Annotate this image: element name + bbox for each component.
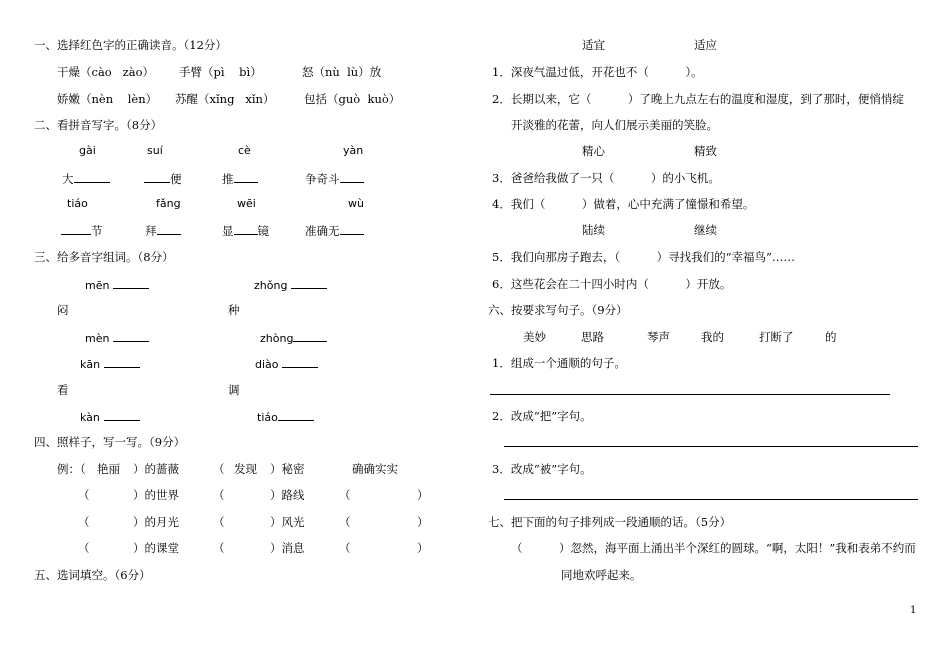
example-text: ）秘密 (270, 462, 305, 476)
word-choice: 精致 (694, 144, 717, 158)
pinyin: yàn (343, 144, 364, 157)
write-item: 便 (144, 171, 182, 186)
write-item: 显 镜 (222, 224, 269, 238)
example-word: 发现 (234, 462, 257, 476)
blank[interactable] (293, 330, 327, 342)
pinyin: cè (238, 144, 251, 157)
paren: （ (339, 515, 351, 529)
polyphone-char: 种 (228, 303, 240, 317)
paren: ） (417, 515, 429, 529)
pinyin: wēi (237, 197, 256, 210)
polyphone-row: zhǒng (254, 277, 327, 293)
blank[interactable] (278, 409, 314, 421)
example-text: ）的蔷薇 (133, 462, 179, 476)
write-item: 拜 (145, 223, 181, 238)
question: 4．我们（ ）做着，心中充满了憧憬和希望。 (492, 197, 755, 211)
question: 5．我们向那房子跑去，（ ）寻找我们的“幸福鸟”…… (492, 250, 795, 264)
polyphone-row: tiáo (257, 409, 314, 425)
instruction: 1．组成一个通顺的句子。 (492, 356, 626, 370)
write-item: 争奇斗 (305, 171, 364, 186)
write-item: 节 (61, 223, 103, 238)
section1-title: 一、选择红色字的正确读音。（12分） (34, 38, 227, 52)
word-choice: 陆续 (582, 223, 605, 237)
word-choice: 精心 (582, 144, 605, 158)
phrase: ）的月光 (133, 515, 179, 529)
pinyin: fǎng (156, 197, 181, 210)
blank[interactable] (61, 223, 91, 235)
paren: （ (213, 515, 225, 529)
example-label: 例：（ (57, 462, 86, 476)
paren: （ (213, 488, 225, 502)
example-text: （ (213, 462, 225, 476)
phrase: ）路线 (270, 488, 305, 502)
question: 3．爸爸给我做了一只（ ）的小飞机。 (492, 171, 720, 185)
question: 2．长期以来，它（ ）了晚上九点左右的温度和湿度，到了那时，便悄悄绽 (492, 92, 904, 106)
s1-item: 怒（nù lù）放 (302, 65, 382, 79)
sentence-item: （ ）忽然，海平面上涌出半个深红的圆球。“啊，太阳！”我和表弟不约而 (511, 541, 916, 555)
write-item: 大 (62, 171, 110, 186)
s1-item: 干燥（cào zào） (57, 65, 155, 79)
s1-item: 苏醒（xǐng xǐn） (175, 92, 275, 106)
polyphone-row: kàn (80, 409, 140, 425)
blank[interactable] (291, 277, 327, 289)
word-choice: 适宜 (582, 38, 605, 52)
section6-title: 六、按要求写句子。（9分） (488, 303, 628, 317)
polyphone-row: zhòng (260, 330, 327, 346)
pinyin: tiáo (67, 197, 88, 210)
answer-line[interactable] (504, 446, 918, 447)
write-item: 准确无 (305, 223, 364, 238)
s1-item: 手臂（pì bì） (179, 65, 262, 79)
sentence-item: 同地欢呼起来。 (561, 568, 642, 582)
phrase: ）消息 (270, 541, 305, 555)
blank[interactable] (282, 356, 318, 368)
word-choice: 适应 (694, 38, 717, 52)
paren: （ (339, 488, 351, 502)
pinyin: gài (79, 144, 96, 157)
polyphone-char: 闷 (57, 303, 69, 317)
polyphone-char: 调 (228, 383, 240, 397)
blank[interactable] (104, 356, 140, 368)
paren: ） (417, 488, 429, 502)
blank[interactable] (113, 277, 149, 289)
paren: （ (78, 488, 90, 502)
answer-line[interactable] (490, 394, 890, 395)
phrase: ）的课堂 (133, 541, 179, 555)
s1-item: 娇嫩（nèn lèn） (57, 92, 158, 106)
polyphone-row: diào (255, 356, 318, 372)
example-word: 艳丽 (97, 462, 120, 476)
blank[interactable] (340, 171, 364, 183)
question: 6．这些花会在二十四小时内（ ）开放。 (492, 277, 732, 291)
s1-item: 包括（guò kuò） (304, 92, 401, 106)
section5-title: 五、选词填空。（6分） (34, 568, 151, 582)
instruction: 2．改成“把”字句。 (492, 409, 592, 423)
word-choice: 继续 (694, 223, 717, 237)
section7-title: 七、把下面的句子排列成一段通顺的话。（5分） (488, 515, 732, 529)
word-tile: 打断了 (759, 330, 794, 344)
paren: ） (417, 541, 429, 555)
section2-title: 二、看拼音写字。（8分） (34, 118, 163, 132)
blank[interactable] (157, 223, 181, 235)
paren: （ (213, 541, 225, 555)
instruction: 3．改成“被”字句。 (492, 462, 592, 476)
word-tile: 思路 (581, 330, 604, 344)
page-number: 1 (910, 605, 917, 616)
blank[interactable] (74, 171, 110, 183)
paren: （ (78, 515, 90, 529)
question: 开淡雅的花蕾，向人们展示美丽的笑脸。 (511, 118, 718, 132)
answer-line[interactable] (504, 499, 918, 500)
phrase: ）的世界 (133, 488, 179, 502)
polyphone-row: mēn (85, 277, 149, 293)
blank[interactable] (234, 171, 258, 183)
polyphone-row: mèn (85, 330, 149, 346)
word-tile: 的 (825, 330, 837, 344)
blank[interactable] (113, 330, 149, 342)
blank[interactable] (104, 409, 140, 421)
pinyin: suí (147, 144, 163, 157)
paren: （ (339, 541, 351, 555)
pinyin: wù (348, 197, 364, 210)
polyphone-char: 看 (57, 383, 69, 397)
blank[interactable] (340, 223, 364, 235)
word-tile: 美妙 (523, 330, 546, 344)
word-tile: 琴声 (647, 330, 670, 344)
word-tile: 我的 (701, 330, 724, 344)
paren: （ (78, 541, 90, 555)
section4-title: 四、照样子，写一写。（9分） (34, 435, 186, 449)
question: 1．深夜气温过低，开花也不（ ）。 (492, 65, 703, 79)
example-word: 确确实实 (352, 462, 398, 476)
phrase: ）风光 (270, 515, 305, 529)
section3-title: 三、给多音字组词。（8分） (34, 250, 174, 264)
write-item: 推 (222, 171, 258, 186)
blank[interactable] (144, 171, 170, 183)
polyphone-row: kān (80, 356, 140, 372)
blank[interactable] (234, 223, 258, 235)
